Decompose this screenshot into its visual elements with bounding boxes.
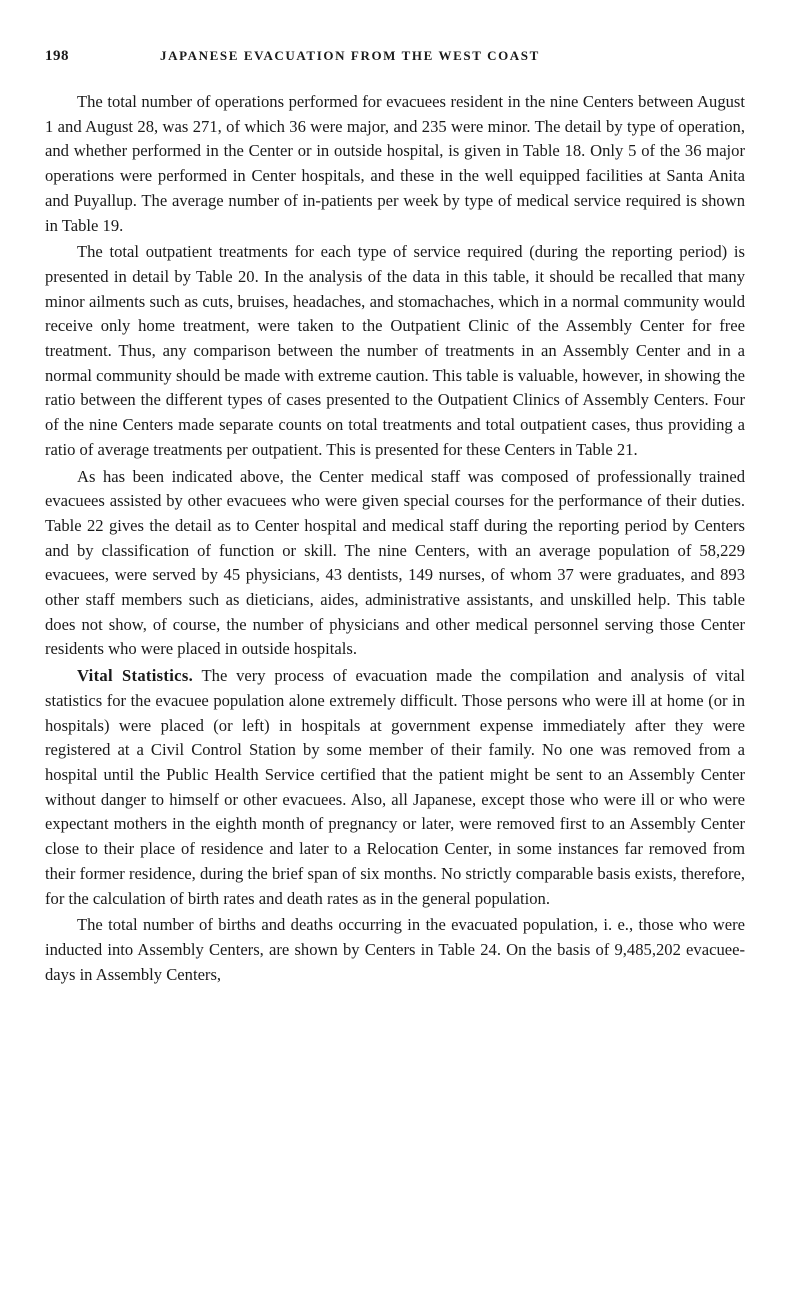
paragraph-medical-staff [45,465,745,663]
paragraph-text: The total outpatient treatments for each type of service required (during the reporting period) is presented in detail by Table 20. In the analysis of the data in this table, it should be recalled that many minor ailments such as cuts, bruises, headaches, and stomachaches, which in a normal community would receive only home treatment, were taken to the Outpatient Clinic of the Assembly Center for free treatment. Thus, any comparison between the number of treatments in an Assembly Center and in a normal community should be made with extreme caution. This table is valuable, however, in showing the ratio between the different types of cases presented to the Outpatient Clinics of Assembly Centers. Four of the nine Centers made separate counts on total treatments and total outpatient cases, thus providing a ratio of average treatments per outpatient. This is presented for these Centers in Table 21. [45,242,745,459]
running-head [45,48,745,72]
running-title: JAPANESE EVACUATION FROM THE WEST COAST [160,48,540,63]
paragraph-outpatient-treatments [45,240,745,462]
paragraph-births-deaths [45,913,745,987]
paragraph-text: The very process of evacuation made the compilation and analysis of vital statistics for the evacuee population alone extremely difficult. Those persons who were ill at home (or in hospitals) were placed (or left) in hospitals at government expense immediately after they were registered at a Civil Control Station by some member of their family. No one was removed from a hospital until the Public Health Service certified that the patient might be sent to an Assembly Center without danger to himself or other evacuees. Also, all Japanese, except those who were ill or who were expectant mothers in the eighth month of pregnancy or later, were removed first to an Assembly Center close to their place of residence and later to a Relocation Center, in some instances far removed from their former residence, during the brief span of six months. No strictly comparable basis exists, therefore, for the calculation of birth rates and death rates as in the general population. [45,666,745,908]
document-page [45,48,745,987]
paragraph-text: The total number of operations performed for evacuees resident in the nine Centers between August 1 and August 28, was 271, of which 36 were major, and 235 were minor. The detail by type of operation, and whether performed in the Center or in outside hospital, is given in Table 18. Only 5 of the 36 major operations were performed in Center hospitals, and these in the well equipped facilities at Santa Anita and Puyallup. The average number of in-patients per week by type of medical service required is shown in Table 19. [45,92,745,235]
page-number: 198 [45,48,69,64]
body-text [45,90,745,987]
paragraph-vital-statistics [45,664,745,911]
paragraph-text: As has been indicated above, the Center medical staff was composed of professionally trained evacuees assisted by other evacuees who were given special courses for the performance of their duties. Table 22 gives the detail as to Center hospital and medical staff during the reporting period by Centers and by classification of function or skill. The nine Centers, with an average population of 58,229 evacuees, were served by 45 physicians, 43 dentists, 149 nurses, of whom 37 were graduates, and 893 other staff members such as dieticians, aides, administrative assistants, and unskilled help. This table does not show, of course, the number of physicians and other medical personnel serving those Center residents who were placed in outside hospitals. [45,466,745,659]
paragraph-operations [45,90,745,238]
section-heading: Vital Statistics. [77,666,194,686]
paragraph-text: The total number of births and deaths occurring in the evacuated population, i. e., those who were inducted into Assembly Centers, are shown by Centers in Table 24. On the basis of 9,485,202 evacuee-days in Assembly Centers, [45,915,745,984]
